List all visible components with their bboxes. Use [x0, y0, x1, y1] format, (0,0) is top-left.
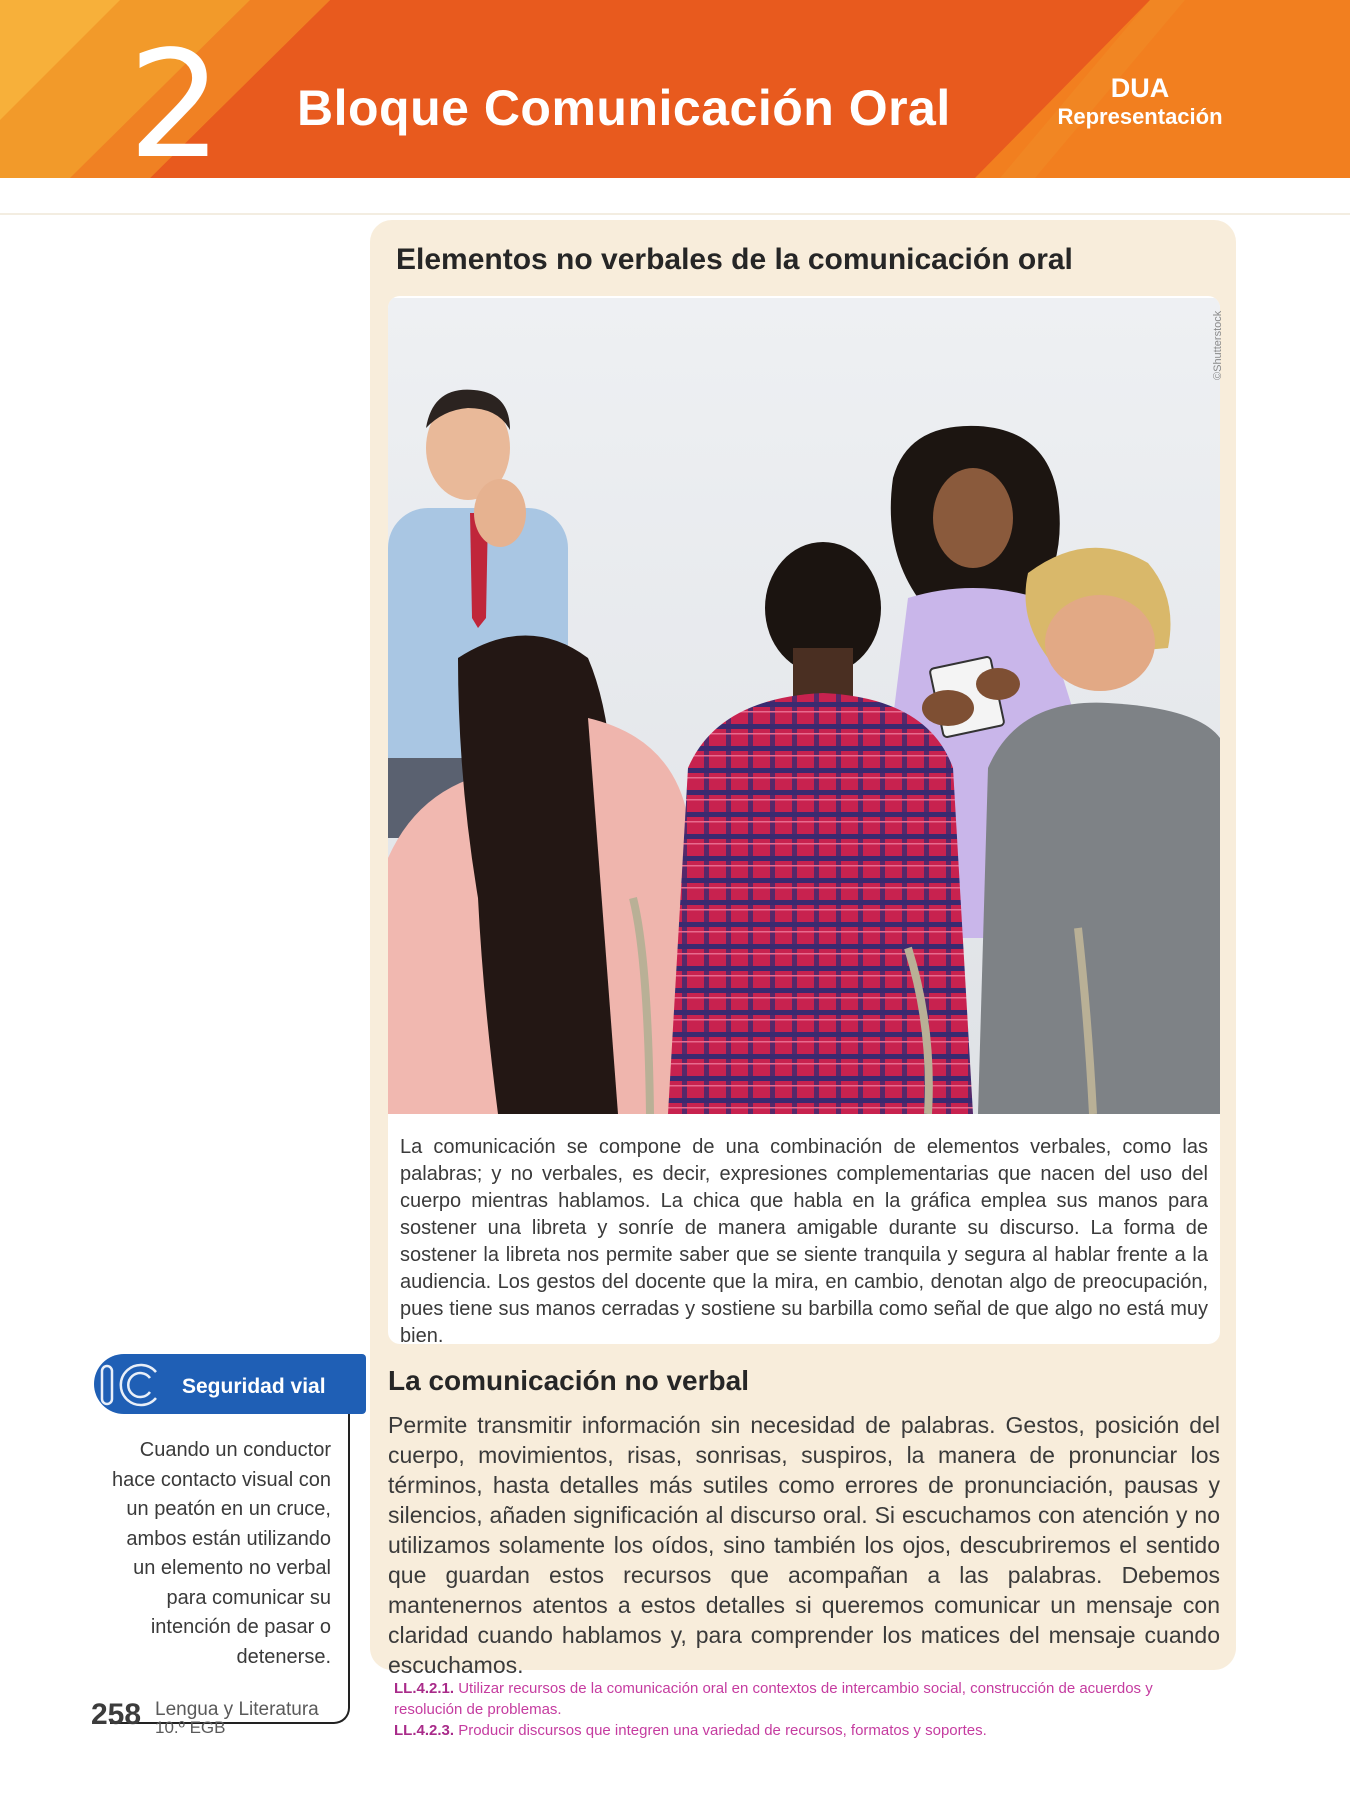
- unit-number: 2: [128, 19, 223, 178]
- skill-item: [394, 1720, 1224, 1741]
- header-banner: [0, 0, 1350, 178]
- dua-badge: [1040, 72, 1240, 130]
- section-title: Elementos no verbales de la comunicación oral: [396, 243, 1073, 276]
- book-grade: 10.º EGB: [155, 1718, 226, 1737]
- skill-text: Utilizar recursos de la comunicación oral en contextos de intercambio social, construcción de acuerdos y resolución de problemas.: [394, 1680, 1153, 1718]
- book-title: Lengua y Literatura: [155, 1699, 319, 1720]
- photo-caption: La comunicación se compone de una combinación de elementos verbales, como las palabras; y no verbales, es decir, expresiones complementarias que nacen del uso del cuerpo mientras hablamos. La chica que habla en la gráfica emplea sus manos para sostener una libreta y sonríe de manera amigable durante su discurso. La forma de sostener la libreta nos permite saber que se siente tranquila y segura al hablar frente a la audiencia. Los gestos del docente que la mira, en cambio, denotan algo de preocupación, pues tiene sus manos cerradas y sostiene su barbilla como señal de que algo no está muy bien.: [400, 1136, 1208, 1347]
- skill-code: LL.4.2.1.: [394, 1680, 455, 1697]
- subsection-body: Permite transmitir información sin necesidad de palabras. Gestos, posición del cuerpo, movimientos, risas, sonrisas, suspiros, la manera de pronunciar los términos, hasta detalles más sutiles como errores de pronunciación, pausas y silencios, añaden significación al discurso oral. Si escuchamos con atención y no utilizamos solamente los oídos, sino también los ojos, descubriremos el sentido que guardan estos recursos que acompañan a las palabras. Debemos mantenernos atentos a estos detalles si queremos comunicar un mensaje con claridad cuando hablamos y, para comprender los matices del mensaje cuando escuchamos.: [388, 1412, 1220, 1678]
- sidebar-label: Seguridad vial: [182, 1375, 326, 1398]
- skill-item: [394, 1678, 1224, 1720]
- sidebar-text: Cuando un conductor hace contacto visual con un peatón en un cruce, ambos están utilizando un elemento no verbal para comunicar su intención de pasar o detenerse.: [111, 1439, 331, 1668]
- dua-subtitle: Representación: [1057, 104, 1223, 129]
- block-title: Bloque Comunicación Oral: [297, 80, 951, 136]
- skill-text: Producir discursos que integren una variedad de recursos, formatos y soportes.: [454, 1722, 987, 1739]
- header-divider: [0, 213, 1350, 215]
- page-number: 258: [91, 1698, 142, 1731]
- dua-title: DUA: [1110, 73, 1170, 103]
- photo-credit: ©Shutterstock: [1212, 310, 1224, 380]
- skills-list: [394, 1678, 1224, 1741]
- classroom-photo: [388, 298, 1220, 1114]
- ic-logo-icon: [98, 1360, 162, 1410]
- subsection-title: La comunicación no verbal: [388, 1365, 749, 1396]
- skill-code: LL.4.2.3.: [394, 1722, 455, 1739]
